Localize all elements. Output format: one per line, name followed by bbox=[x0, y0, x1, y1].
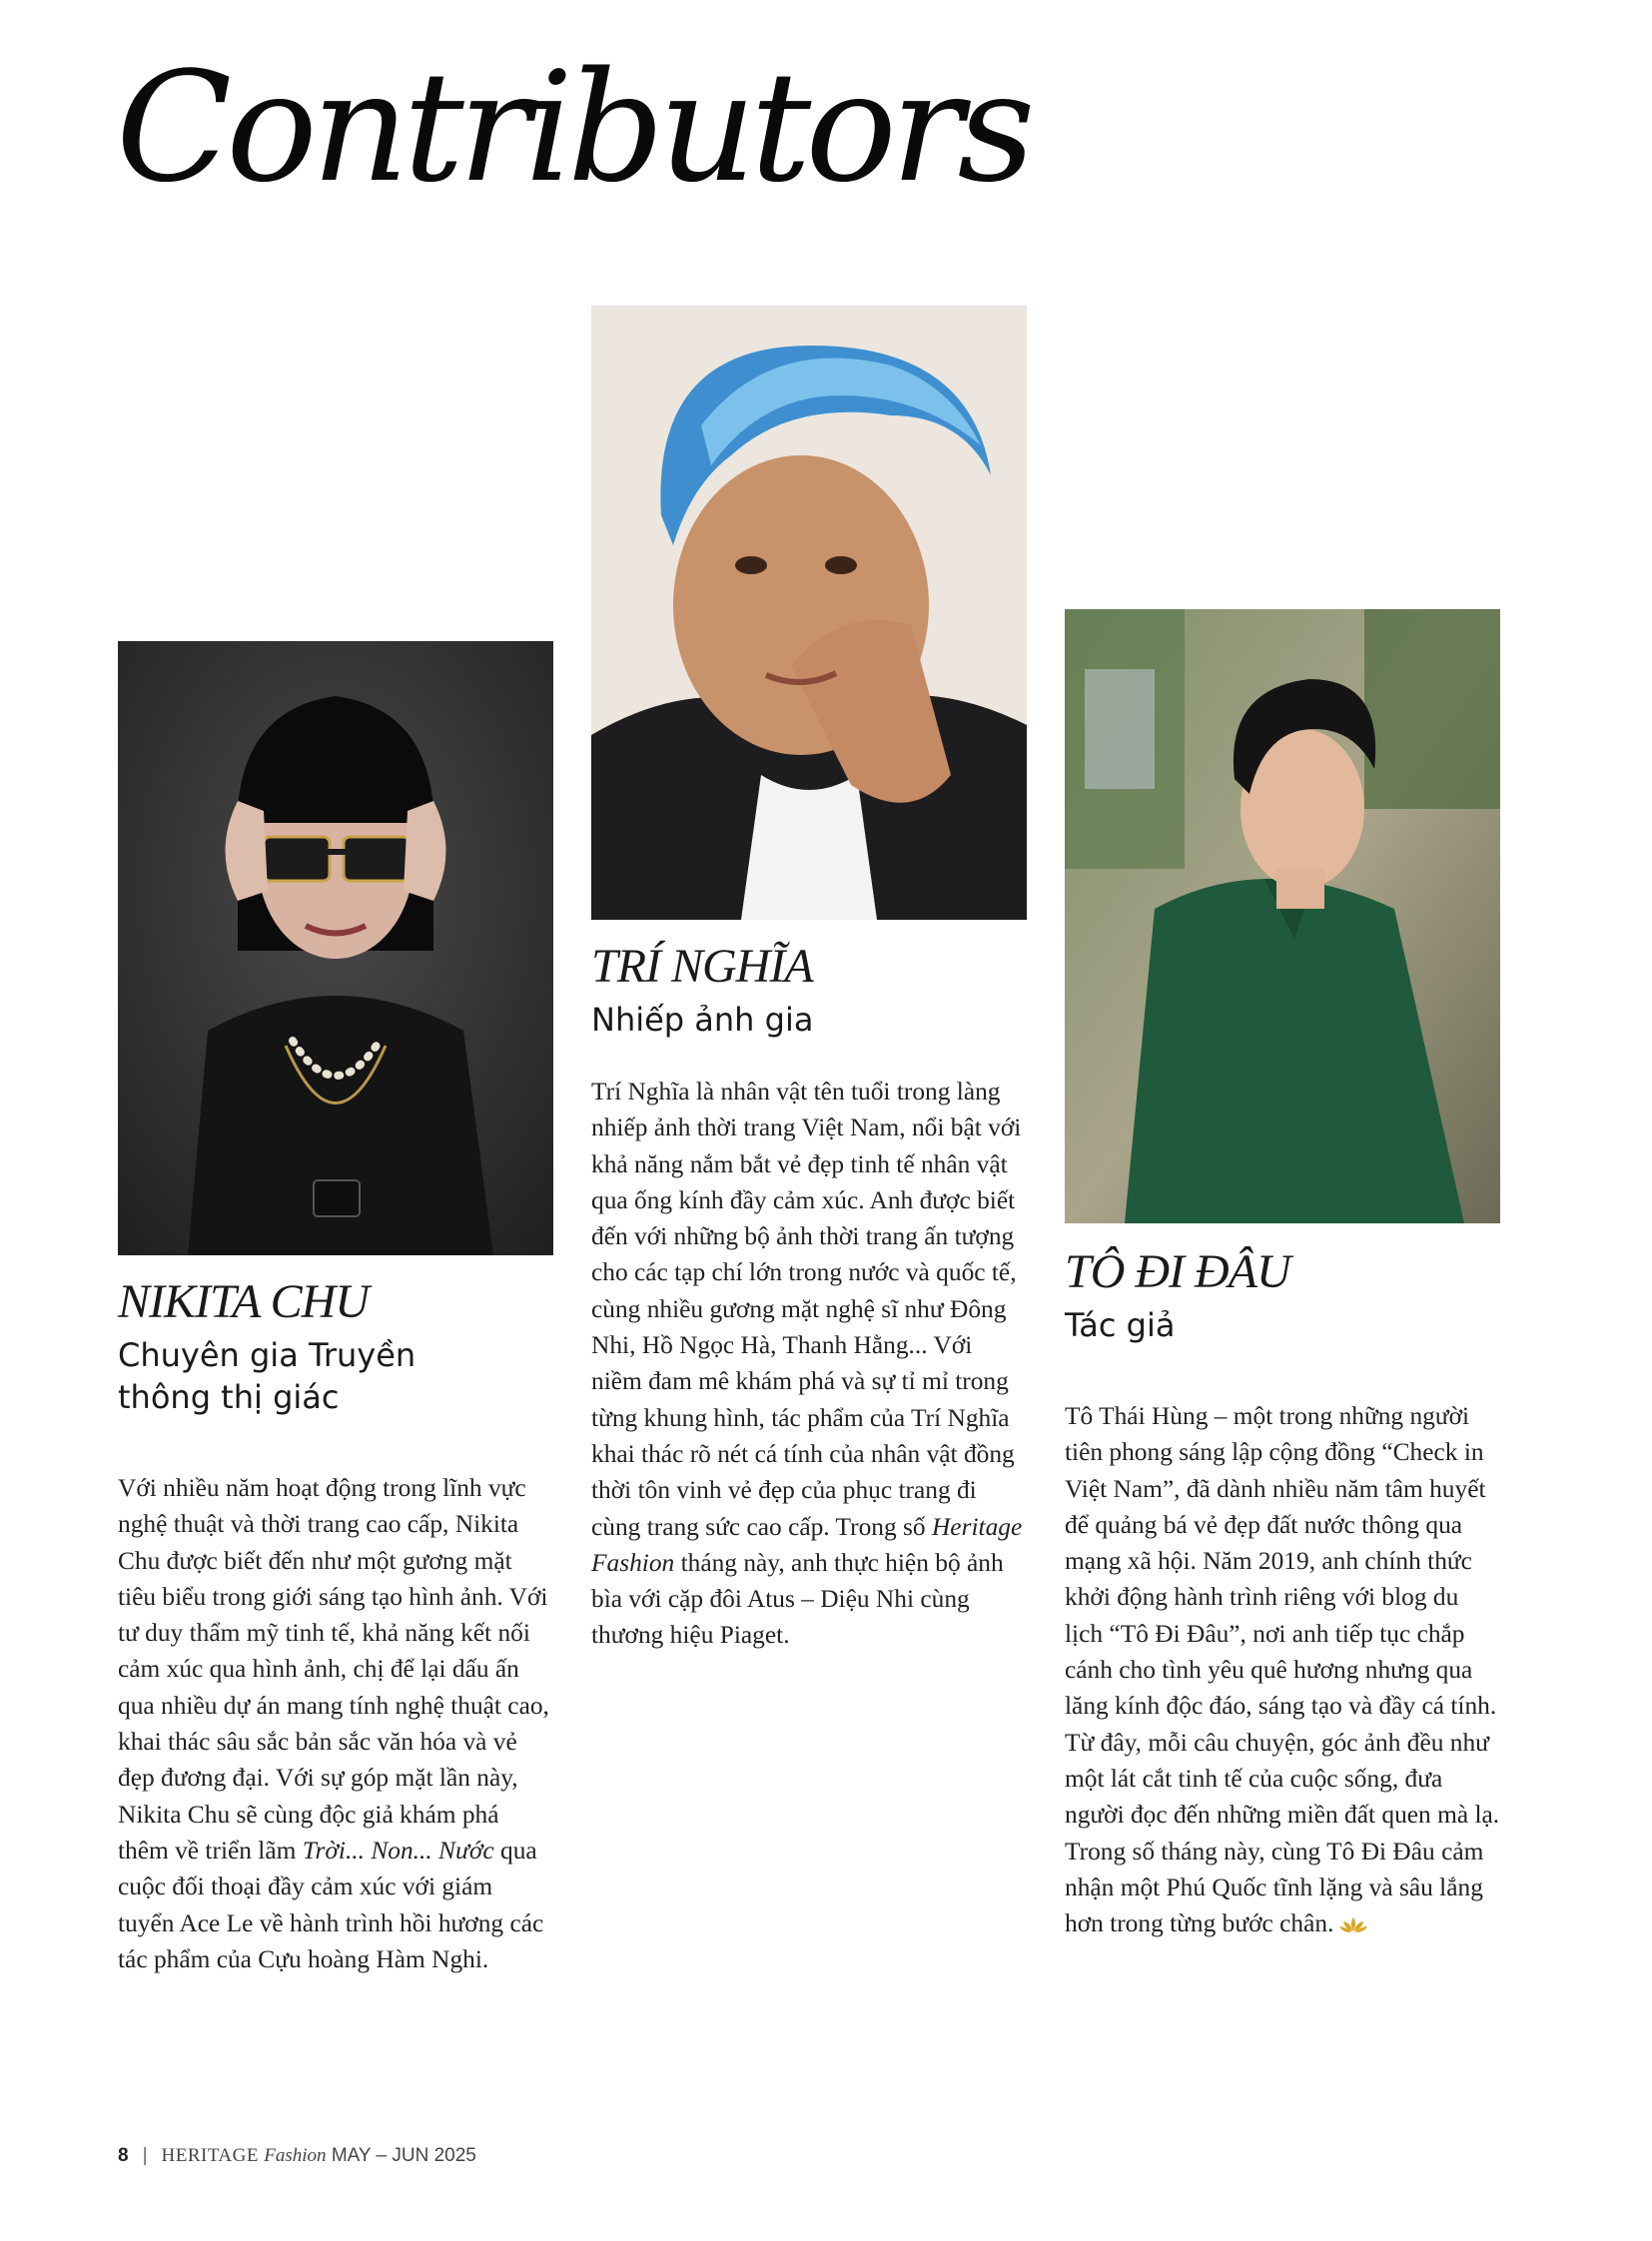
footer-separator: | bbox=[142, 2145, 148, 2166]
lotus-icon bbox=[1339, 1907, 1367, 1925]
contributor-photo-to-di-dau bbox=[1065, 609, 1500, 1223]
magazine-title: Heritage Fashion bbox=[591, 1512, 1023, 1577]
footer-issue: MAY – JUN 2025 bbox=[331, 2145, 476, 2166]
page-footer bbox=[118, 2145, 476, 2167]
page-title: Contributors bbox=[116, 39, 1030, 216]
contributor-name-nikita-chu: NIKITA CHU bbox=[118, 1275, 369, 1328]
page-number: 8 bbox=[118, 2145, 129, 2166]
contributor-name-tri-nghia: TRÍ NGHĨA bbox=[591, 940, 813, 993]
contributor-role-tri-nghia: Nhiếp ảnh gia bbox=[591, 1001, 814, 1039]
contributor-photo-tri-nghia bbox=[591, 306, 1027, 920]
contributor-role-to-di-dau: Tác giả bbox=[1065, 1306, 1176, 1344]
contributor-name-to-di-dau: TÔ ĐI ĐÂU bbox=[1065, 1245, 1290, 1298]
contributor-role-nikita-chu: Chuyên gia Truyền thông thị giác bbox=[118, 1336, 416, 1416]
footer-brand: HERITAGE bbox=[161, 2145, 259, 2166]
contributor-bio-to-di-dau: Tô Thái Hùng – một trong những người tiên phong sáng lập cộng đồng “Check in Việt Nam”, đã dành nhiều năm tâm huyết để quảng bá vẻ đẹp đất nước thông qua mạng xã hội. Năm 2019, anh chính thức khởi động hành trình riêng với blog du lịch “Tô Đi Đâu”, nơi anh tiếp tục chắp cánh cho tình yêu quê hương nhưng qua lăng kính độc đáo, sáng tạo và đầy cá tính. Từ đây, mỗi câu chuyện, góc ảnh đều như một lát cắt tinh tế của cuộc sống, đưa người đọc đến những miền đất quen mà lạ. Trong số tháng này, cùng Tô Đi Đâu cảm nhận một Phú Quốc tĩnh lặng và sâu lắng hơn trong từng bước chân. bbox=[1065, 1402, 1500, 1938]
contributor-bio-nikita-chu: Với nhiều năm hoạt động trong lĩnh vực nghệ thuật và thời trang cao cấp, Nikita Chu được biết đến như một gương mặt tiêu biểu trong giới sáng tạo hình ảnh. Với tư duy thẩm mỹ tinh tế, khả năng kết nối cảm xúc qua hình ảnh, chị để lại dấu ấn qua nhiều dự án mang tính nghệ thuật cao, khai thác sâu sắc bản sắc văn hóa và vẻ đẹp đương đại. Với sự góp mặt lần này, Nikita Chu sẽ cùng độc giả khám phá thêm về triển lãm Trời... Non... Nước qua cuộc đối thoại đầy cảm xúc với giám tuyển Ace Le về hành trình hồi hương các tác phẩm của Cựu hoàng Hàm Nghi. bbox=[118, 1474, 549, 1973]
footer-brand-italic: Fashion bbox=[264, 2145, 327, 2166]
contributor-photo-nikita-chu bbox=[118, 641, 553, 1255]
exhibition-title: Trời... Non... Nước bbox=[302, 1836, 494, 1865]
contributor-bio-tri-nghia: Trí Nghĩa là nhân vật tên tuổi trong làng nhiếp ảnh thời trang Việt Nam, nổi bật với khả năng nắm bắt vẻ đẹp tinh tế nhân vật qua ống kính đầy cảm xúc. Anh được biết đến với những bộ ảnh thời trang ấn tượng cho các tạp chí lớn trong nước và quốc tế, cùng nhiều gương mặt nghệ sĩ như Đông Nhi, Hồ Ngọc Hà, Thanh Hằng... Với niềm đam mê khám phá và sự tỉ mỉ trong từng khung hình, tác phẩm của Trí Nghĩa khai thác rõ nét cá tính của nhân vật đồng thời tôn vinh vẻ đẹp của phục trang đi cùng trang sức cao cấp. Trong số Heritage Fashion tháng này, anh thực hiện bộ ảnh bìa với cặp đôi Atus – Diệu Nhi cùng thương hiệu Piaget. bbox=[591, 1078, 1023, 1650]
